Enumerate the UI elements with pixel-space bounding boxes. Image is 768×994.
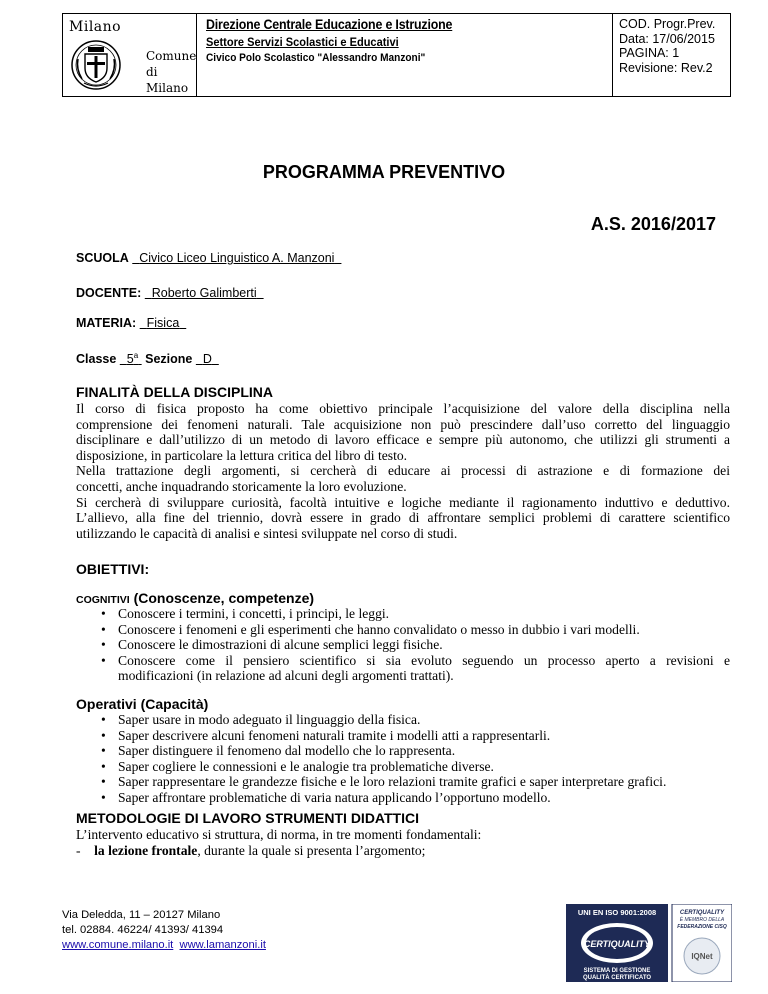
svg-text:CERTIQUALITY: CERTIQUALITY — [679, 910, 725, 916]
header-title-direzione: Direzione Centrale Educazione e Istruzione — [206, 17, 453, 32]
footer-phone: tel. 02884. 46224/ 41393/ 41394 — [62, 924, 224, 936]
list-item: - la lezione frontale, durante la quale si presenta l’argomento; — [76, 842, 426, 858]
list-item: • Saper descrivere alcuni fenomeni naturali tramite i modelli atti a rappresentarli. — [101, 727, 551, 743]
heading-obiettivi: OBIETTIVI: — [76, 561, 150, 577]
list-item: • Saper rappresentare le grandezze fisiche e le loro relazioni tramite grafici e saper interpretare grafici. — [101, 774, 667, 790]
footer-contacts — [62, 908, 266, 953]
cognitivi-list — [76, 606, 730, 684]
header-meta — [613, 14, 730, 96]
svg-text:QUALITÀ CERTIFICATO: QUALITÀ CERTIFICATO — [582, 975, 652, 981]
link-comune-milano[interactable]: www.comune.milano.it — [62, 939, 174, 951]
doc-date: Data: 17/06/2015 — [619, 31, 715, 46]
header-titles — [197, 14, 613, 96]
list-item: • Conoscere i termini, i concetti, i principi, le leggi. — [101, 606, 390, 621]
field-scuola: SCUOLA Civico Liceo Linguistico A. Manzoni — [76, 251, 335, 265]
list-item: • Saper usare in modo adeguato il linguaggio della fisica. — [101, 712, 421, 727]
operativi-list — [76, 712, 730, 806]
svg-text:È MEMBRO DELLA: È MEMBRO DELLA — [679, 917, 725, 923]
svg-text:FEDERAZIONE CISQ: FEDERAZIONE CISQ — [677, 924, 727, 930]
link-lamanzoni[interactable]: www.lamanzoni.it — [179, 939, 266, 951]
sezione-value: D — [202, 352, 212, 367]
metodologie-paragraph: L’intervento educativo si struttura, di norma, in tre momenti fondamentali: - la lezione frontale, durante la quale si presenta l’argomento; — [76, 827, 730, 858]
document-header — [62, 13, 731, 97]
heading-cognitivi: COGNITIVI (Conoscenze, competenze) — [76, 590, 315, 606]
heading-finalita: FINALITÀ DELLA DISCIPLINA — [76, 384, 274, 400]
materia-value: Fisica — [146, 316, 180, 330]
doc-page: PAGINA: 1 — [619, 46, 680, 60]
milano-crest-icon — [70, 39, 122, 91]
field-docente: DOCENTE: Roberto Galimberti — [76, 286, 257, 300]
footer-address: Via Deledda, 11 – 20127 Milano — [62, 909, 221, 921]
docente-value: Roberto Galimberti — [151, 286, 257, 300]
list-item: • Saper affrontare problematiche di varia natura applicando l’opportuno modello. — [101, 789, 551, 805]
certiquality-certification-logo — [566, 904, 732, 982]
logo-city-name: Milano — [69, 19, 122, 35]
svg-text:CERTIQUALITY: CERTIQUALITY — [583, 939, 651, 949]
doc-code: COD. Progr.Prev. — [619, 17, 716, 31]
header-title-settore: Settore Servizi Scolastici e Educativi — [206, 35, 399, 49]
doc-revision: Revisione: Rev.2 — [619, 60, 713, 75]
logo-caption: Comune di Milano — [146, 49, 197, 95]
heading-metodologie: METODOLOGIE DI LAVORO STRUMENTI DIDATTICI — [76, 810, 419, 826]
classe-value: 5 — [126, 352, 134, 367]
svg-text:IQNet: IQNet — [691, 952, 713, 961]
list-item: • Conoscere come il pensiero scientifico si sia evoluto seguendo un processo aperto a revisioni e modificazioni (in relazione ad alcuni degli argomenti trattati). — [101, 652, 730, 684]
list-item: • Conoscere le dimostrazioni di alcune semplici leggi fisiche. — [101, 637, 443, 653]
school-year: A.S. 2016/2017 — [590, 214, 716, 234]
field-classe-sezione: Classe 5$^a$ Sezione D — [76, 351, 212, 367]
document-title: PROGRAMMA PREVENTIVO — [262, 162, 506, 182]
header-title-polo: Civico Polo Scolastico "Alessandro Manzoni" — [206, 52, 426, 64]
svg-text:UNI EN ISO 9001:2008: UNI EN ISO 9001:2008 — [577, 908, 657, 917]
heading-operativi: Operativi (Capacità) — [76, 696, 209, 712]
scuola-value: Civico Liceo Linguistico A. Manzoni — [139, 251, 335, 265]
finalita-paragraph: Il corso di fisica proposto ha come obiettivo principale l’acquisizione del valore della disciplina nella comprensione dei fenomeni naturali. Tale acquisizione non può prescindere dall’uso corretto del linguaggio disciplinare e dall’utilizzo di un metodo di lavoro efficace e sempre più autonomo, che utilizzi gli strumenti a disposizione, in particolare la lettura critica del libro di testo. Nella trattazione degli argomenti, si cercherà di educare ai processi di astrazione e di formazione dei concetti, anche inquadrando storicamente la loro evoluzione. Si cercherà di sviluppare curiosità, facoltà intuitive e logiche mediante il ragionamento induttivo e deduttivo. L’allievo, alla fine del triennio, dovrà essere in grado di affrontare semplici problemi di carattere scientifico utilizzando le capacità di analisi e sintesi sviluppate nel corso di studi. — [76, 401, 730, 541]
list-item: • Conoscere i fenomeni e gli esperimenti che hanno convalidato o messo in dubbio i vari modelli. — [101, 621, 640, 637]
list-item: • Saper distinguere il fenomeno dal modello che lo rappresenta. — [101, 743, 456, 759]
logo-cell — [63, 14, 197, 96]
list-item: • Saper cogliere le connessioni e le analogie tra problematiche diverse. — [101, 758, 494, 774]
field-materia: MATERIA: Fisica — [76, 316, 180, 330]
svg-text:SISTEMA DI GESTIONE: SISTEMA DI GESTIONE — [583, 968, 651, 974]
